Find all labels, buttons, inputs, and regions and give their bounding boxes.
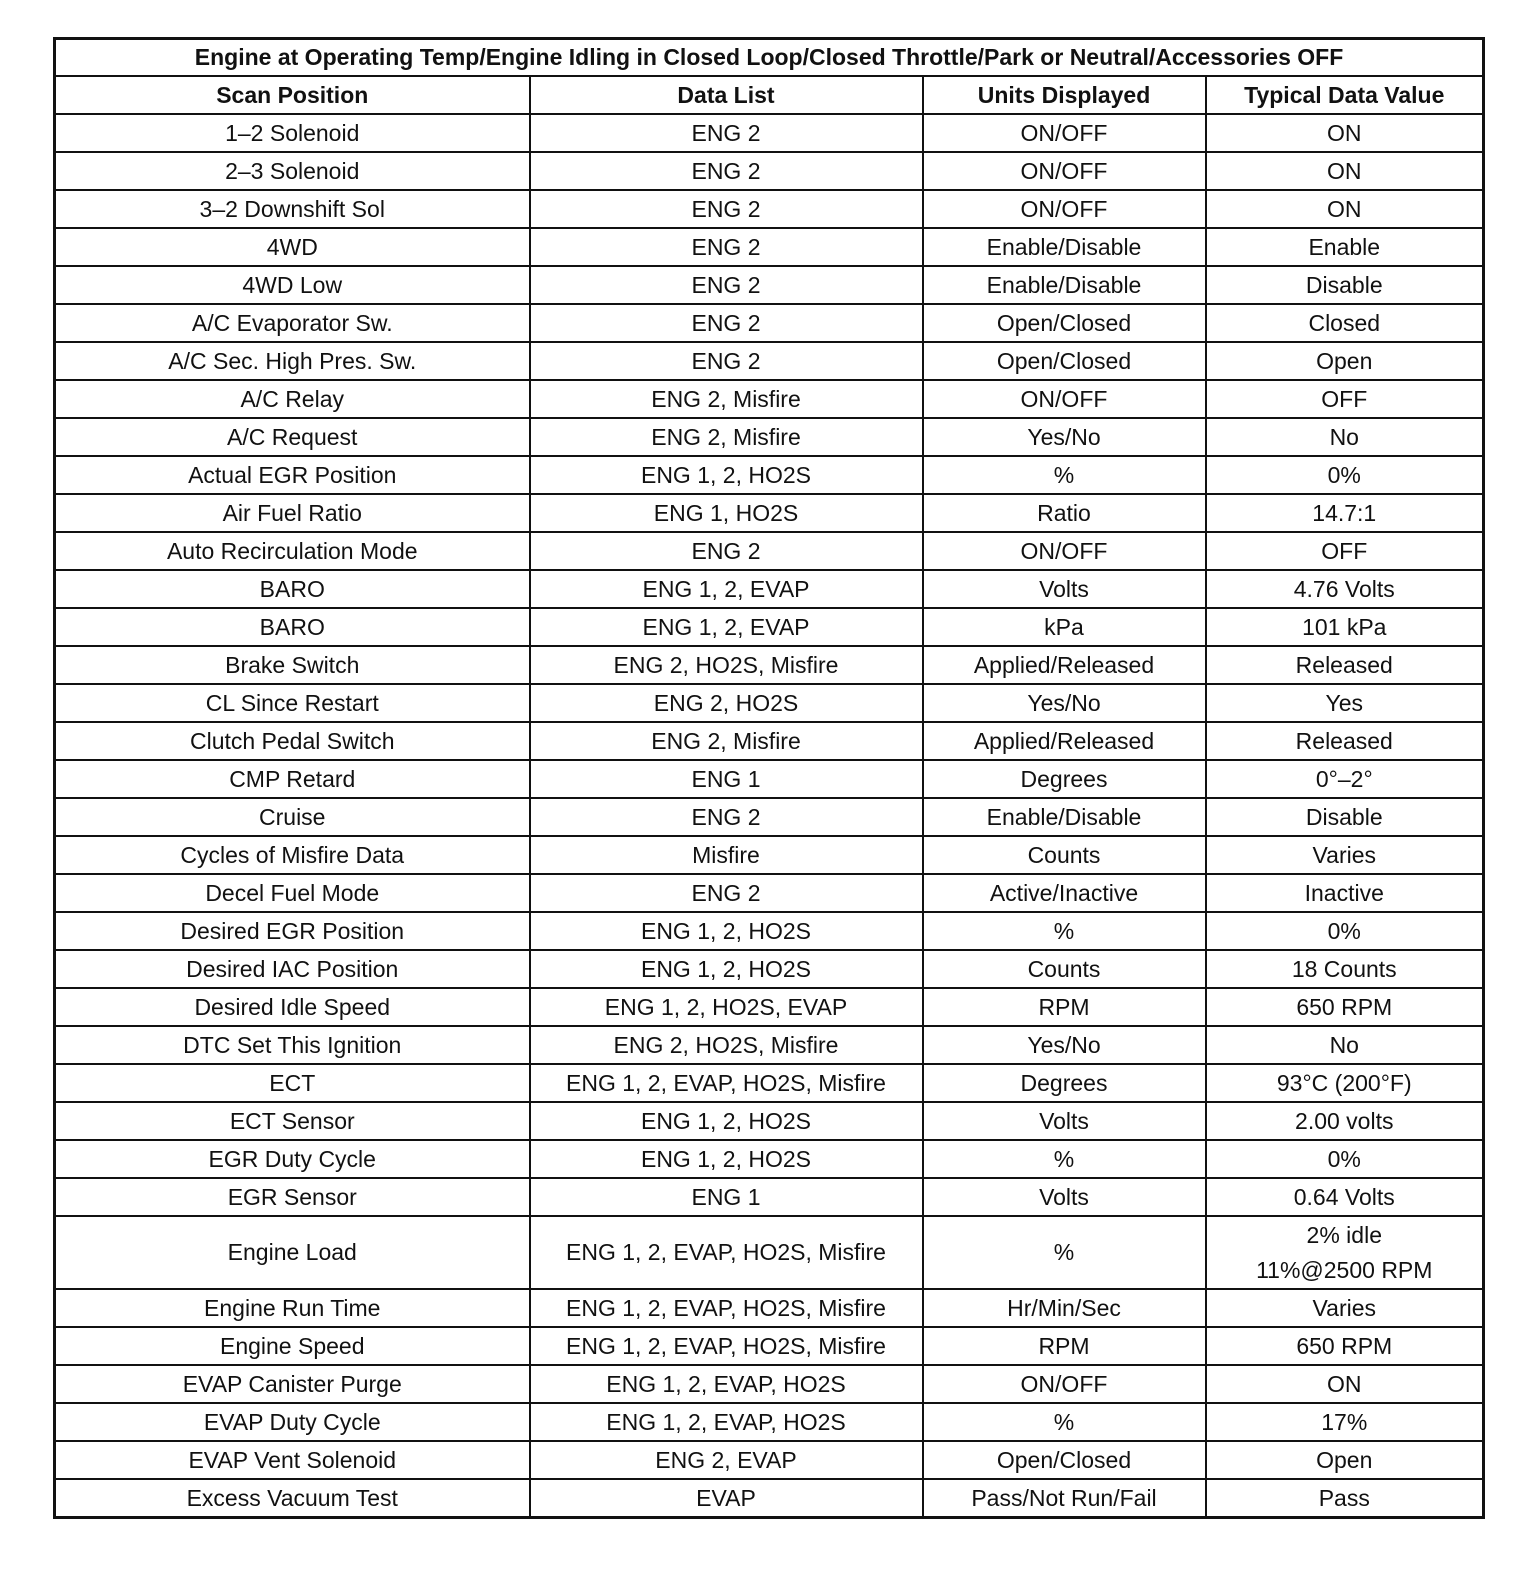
header-data-list: Data List	[530, 76, 923, 114]
units-displayed-cell: Applied/Released	[923, 646, 1206, 684]
table-row	[55, 912, 1484, 950]
data-list-cell: ENG 1, 2, EVAP, HO2S, Misfire	[530, 1289, 923, 1327]
table-row	[55, 1140, 1484, 1178]
table-row	[55, 1026, 1484, 1064]
table-row	[55, 494, 1484, 532]
scan-position-cell: EGR Sensor	[55, 1178, 530, 1216]
scan-position-cell: 2–3 Solenoid	[55, 152, 530, 190]
data-list-cell: ENG 2	[530, 342, 923, 380]
scan-position-cell: 1–2 Solenoid	[55, 114, 530, 152]
header-scan-position: Scan Position	[55, 76, 530, 114]
typical-data-value-cell: 17%	[1206, 1403, 1484, 1441]
scan-position-cell: 4WD Low	[55, 266, 530, 304]
table-row	[55, 418, 1484, 456]
data-list-cell: ENG 1	[530, 1178, 923, 1216]
data-list-cell: ENG 2	[530, 266, 923, 304]
typical-data-value-cell: OFF	[1206, 532, 1484, 570]
scan-position-cell: Cycles of Misfire Data	[55, 836, 530, 874]
typical-data-value-cell: Released	[1206, 722, 1484, 760]
scan-position-cell: DTC Set This Ignition	[55, 1026, 530, 1064]
scan-position-cell: BARO	[55, 608, 530, 646]
typical-data-value-cell: Varies	[1206, 836, 1484, 874]
table-row	[55, 114, 1484, 152]
table-row	[55, 570, 1484, 608]
units-displayed-cell: Pass/Not Run/Fail	[923, 1479, 1206, 1518]
data-list-cell: Misfire	[530, 836, 923, 874]
scan-position-cell: Desired EGR Position	[55, 912, 530, 950]
table-row	[55, 874, 1484, 912]
data-list-cell: ENG 2	[530, 532, 923, 570]
data-list-cell: ENG 2, HO2S, Misfire	[530, 646, 923, 684]
typical-data-value-cell: 0.64 Volts	[1206, 1178, 1484, 1216]
data-list-cell: ENG 1, 2, HO2S	[530, 950, 923, 988]
scan-position-cell: ECT	[55, 1064, 530, 1102]
typical-data-value-cell: Varies	[1206, 1289, 1484, 1327]
data-list-cell: ENG 2	[530, 228, 923, 266]
scan-position-cell: Desired Idle Speed	[55, 988, 530, 1026]
scan-position-cell: Auto Recirculation Mode	[55, 532, 530, 570]
scan-position-cell: EVAP Canister Purge	[55, 1365, 530, 1403]
scan-position-cell: Cruise	[55, 798, 530, 836]
data-list-cell: ENG 2	[530, 190, 923, 228]
data-list-cell: ENG 2, Misfire	[530, 722, 923, 760]
units-displayed-cell: Counts	[923, 950, 1206, 988]
typical-data-value-cell: Enable	[1206, 228, 1484, 266]
units-displayed-cell: ON/OFF	[923, 380, 1206, 418]
scan-position-cell: Actual EGR Position	[55, 456, 530, 494]
typical-data-value-cell: 0°–2°	[1206, 760, 1484, 798]
data-list-cell: ENG 2	[530, 874, 923, 912]
scan-position-cell: A/C Request	[55, 418, 530, 456]
table-row	[55, 722, 1484, 760]
units-displayed-cell: %	[923, 1403, 1206, 1441]
scan-position-cell: Air Fuel Ratio	[55, 494, 530, 532]
scan-position-cell: 4WD	[55, 228, 530, 266]
typical-data-value-cell: ON	[1206, 152, 1484, 190]
data-list-cell: ENG 2	[530, 152, 923, 190]
typical-data-value-cell: 4.76 Volts	[1206, 570, 1484, 608]
data-list-cell: ENG 1, 2, HO2S	[530, 456, 923, 494]
typical-data-value-cell: 18 Counts	[1206, 950, 1484, 988]
typical-data-value-cell: 14.7:1	[1206, 494, 1484, 532]
table-body	[55, 114, 1484, 1518]
units-displayed-cell: Enable/Disable	[923, 266, 1206, 304]
units-displayed-cell: %	[923, 912, 1206, 950]
scan-position-cell: EGR Duty Cycle	[55, 1140, 530, 1178]
table-title-row	[55, 39, 1484, 77]
data-list-cell: ENG 2, HO2S	[530, 684, 923, 722]
table-row	[55, 1178, 1484, 1216]
units-displayed-cell: Open/Closed	[923, 342, 1206, 380]
scan-data-table	[53, 37, 1485, 1519]
units-displayed-cell: Enable/Disable	[923, 798, 1206, 836]
typical-data-value-cell: ON	[1206, 190, 1484, 228]
header-units-displayed: Units Displayed	[923, 76, 1206, 114]
data-list-cell: ENG 2, HO2S, Misfire	[530, 1026, 923, 1064]
typical-data-value-cell: ON	[1206, 1365, 1484, 1403]
table-row	[55, 1441, 1484, 1479]
table-row	[55, 304, 1484, 342]
units-displayed-cell: %	[923, 456, 1206, 494]
typical-data-value-cell: Inactive	[1206, 874, 1484, 912]
scan-position-cell: Brake Switch	[55, 646, 530, 684]
data-list-cell: ENG 1, 2, HO2S	[530, 1102, 923, 1140]
table-row	[55, 342, 1484, 380]
scan-position-cell: Engine Speed	[55, 1327, 530, 1365]
table-row	[55, 798, 1484, 836]
units-displayed-cell: Yes/No	[923, 684, 1206, 722]
units-displayed-cell: Yes/No	[923, 1026, 1206, 1064]
table-row	[55, 380, 1484, 418]
scan-position-cell: BARO	[55, 570, 530, 608]
units-displayed-cell: ON/OFF	[923, 532, 1206, 570]
units-displayed-cell: Ratio	[923, 494, 1206, 532]
data-list-cell: ENG 1, 2, HO2S	[530, 1140, 923, 1178]
table-header-row	[55, 76, 1484, 114]
units-displayed-cell: %	[923, 1216, 1206, 1289]
table-row	[55, 1327, 1484, 1365]
typical-data-value-cell: No	[1206, 418, 1484, 456]
units-displayed-cell: Enable/Disable	[923, 228, 1206, 266]
units-displayed-cell: ON/OFF	[923, 152, 1206, 190]
data-list-cell: ENG 2	[530, 304, 923, 342]
data-list-cell: ENG 2, Misfire	[530, 380, 923, 418]
typical-data-value-cell: 650 RPM	[1206, 988, 1484, 1026]
typical-data-value-cell: Disable	[1206, 798, 1484, 836]
table-row	[55, 1365, 1484, 1403]
table-row	[55, 266, 1484, 304]
units-displayed-cell: Volts	[923, 570, 1206, 608]
table-row	[55, 152, 1484, 190]
scan-position-cell: Desired IAC Position	[55, 950, 530, 988]
table-row	[55, 1289, 1484, 1327]
data-list-cell: ENG 1, 2, EVAP	[530, 608, 923, 646]
typical-data-value-cell: Open	[1206, 342, 1484, 380]
units-displayed-cell: kPa	[923, 608, 1206, 646]
scan-position-cell: A/C Sec. High Pres. Sw.	[55, 342, 530, 380]
data-list-cell: ENG 2, EVAP	[530, 1441, 923, 1479]
scan-position-cell: CL Since Restart	[55, 684, 530, 722]
typical-data-value-cell: Closed	[1206, 304, 1484, 342]
typical-data-value-cell: Yes	[1206, 684, 1484, 722]
typical-data-value-cell: Pass	[1206, 1479, 1484, 1518]
scan-position-cell: A/C Evaporator Sw.	[55, 304, 530, 342]
scan-position-cell: Engine Load	[55, 1216, 530, 1289]
data-list-cell: ENG 1, HO2S	[530, 494, 923, 532]
table-row	[55, 950, 1484, 988]
data-list-cell: ENG 1, 2, EVAP, HO2S, Misfire	[530, 1327, 923, 1365]
scan-position-cell: CMP Retard	[55, 760, 530, 798]
header-typical-data-value: Typical Data Value	[1206, 76, 1484, 114]
scan-position-cell: Excess Vacuum Test	[55, 1479, 530, 1518]
data-list-cell: ENG 1, 2, EVAP, HO2S	[530, 1403, 923, 1441]
table-title: Engine at Operating Temp/Engine Idling in Closed Loop/Closed Throttle/Park or Neutral/Accessories OFF	[55, 39, 1484, 77]
typical-data-value-cell: ON	[1206, 114, 1484, 152]
scan-position-cell: 3–2 Downshift Sol	[55, 190, 530, 228]
data-list-cell: ENG 2	[530, 114, 923, 152]
scan-position-cell: Decel Fuel Mode	[55, 874, 530, 912]
table-row	[55, 1102, 1484, 1140]
data-list-cell: ENG 1	[530, 760, 923, 798]
units-displayed-cell: Hr/Min/Sec	[923, 1289, 1206, 1327]
units-displayed-cell: RPM	[923, 988, 1206, 1026]
table-row	[55, 456, 1484, 494]
data-list-cell: ENG 1, 2, HO2S	[530, 912, 923, 950]
units-displayed-cell: Counts	[923, 836, 1206, 874]
typical-data-value-cell: 650 RPM	[1206, 1327, 1484, 1365]
typical-data-value-cell: Disable	[1206, 266, 1484, 304]
table-row	[55, 1216, 1484, 1289]
typical-data-value-cell: 101 kPa	[1206, 608, 1484, 646]
units-displayed-cell: Open/Closed	[923, 304, 1206, 342]
data-list-cell: ENG 1, 2, EVAP, HO2S, Misfire	[530, 1064, 923, 1102]
table-row	[55, 608, 1484, 646]
table-row	[55, 684, 1484, 722]
data-list-cell: ENG 1, 2, EVAP, HO2S, Misfire	[530, 1216, 923, 1289]
data-list-cell: ENG 2, Misfire	[530, 418, 923, 456]
table-row	[55, 1479, 1484, 1518]
scan-position-cell: Clutch Pedal Switch	[55, 722, 530, 760]
data-list-cell: EVAP	[530, 1479, 923, 1518]
units-displayed-cell: Volts	[923, 1102, 1206, 1140]
typical-data-value-cell: 0%	[1206, 456, 1484, 494]
typical-data-value-cell: 0%	[1206, 1140, 1484, 1178]
units-displayed-cell: Degrees	[923, 1064, 1206, 1102]
units-displayed-cell: ON/OFF	[923, 1365, 1206, 1403]
units-displayed-cell: Applied/Released	[923, 722, 1206, 760]
units-displayed-cell: RPM	[923, 1327, 1206, 1365]
table-row	[55, 190, 1484, 228]
units-displayed-cell: %	[923, 1140, 1206, 1178]
table-row	[55, 988, 1484, 1026]
units-displayed-cell: Open/Closed	[923, 1441, 1206, 1479]
table-row	[55, 1064, 1484, 1102]
table-row	[55, 646, 1484, 684]
scan-position-cell: Engine Run Time	[55, 1289, 530, 1327]
table-row	[55, 228, 1484, 266]
table-row	[55, 836, 1484, 874]
typical-data-value-cell: Released	[1206, 646, 1484, 684]
scan-position-cell: EVAP Duty Cycle	[55, 1403, 530, 1441]
scan-position-cell: EVAP Vent Solenoid	[55, 1441, 530, 1479]
units-displayed-cell: Degrees	[923, 760, 1206, 798]
scan-position-cell: ECT Sensor	[55, 1102, 530, 1140]
scan-position-cell: A/C Relay	[55, 380, 530, 418]
typical-data-value-cell: 2.00 volts	[1206, 1102, 1484, 1140]
units-displayed-cell: ON/OFF	[923, 114, 1206, 152]
units-displayed-cell: Volts	[923, 1178, 1206, 1216]
data-list-cell: ENG 2	[530, 798, 923, 836]
typical-data-value-cell: 93°C (200°F)	[1206, 1064, 1484, 1102]
typical-data-value-cell: Open	[1206, 1441, 1484, 1479]
units-displayed-cell: Active/Inactive	[923, 874, 1206, 912]
data-list-cell: ENG 1, 2, EVAP, HO2S	[530, 1365, 923, 1403]
data-list-cell: ENG 1, 2, HO2S, EVAP	[530, 988, 923, 1026]
typical-data-value-cell: No	[1206, 1026, 1484, 1064]
units-displayed-cell: Yes/No	[923, 418, 1206, 456]
typical-data-value-cell: OFF	[1206, 380, 1484, 418]
typical-data-value-cell: 2% idle 11%@2500 RPM	[1206, 1216, 1484, 1289]
table-row	[55, 532, 1484, 570]
typical-data-value-cell: 0%	[1206, 912, 1484, 950]
data-list-cell: ENG 1, 2, EVAP	[530, 570, 923, 608]
table-row	[55, 1403, 1484, 1441]
table-row	[55, 760, 1484, 798]
units-displayed-cell: ON/OFF	[923, 190, 1206, 228]
